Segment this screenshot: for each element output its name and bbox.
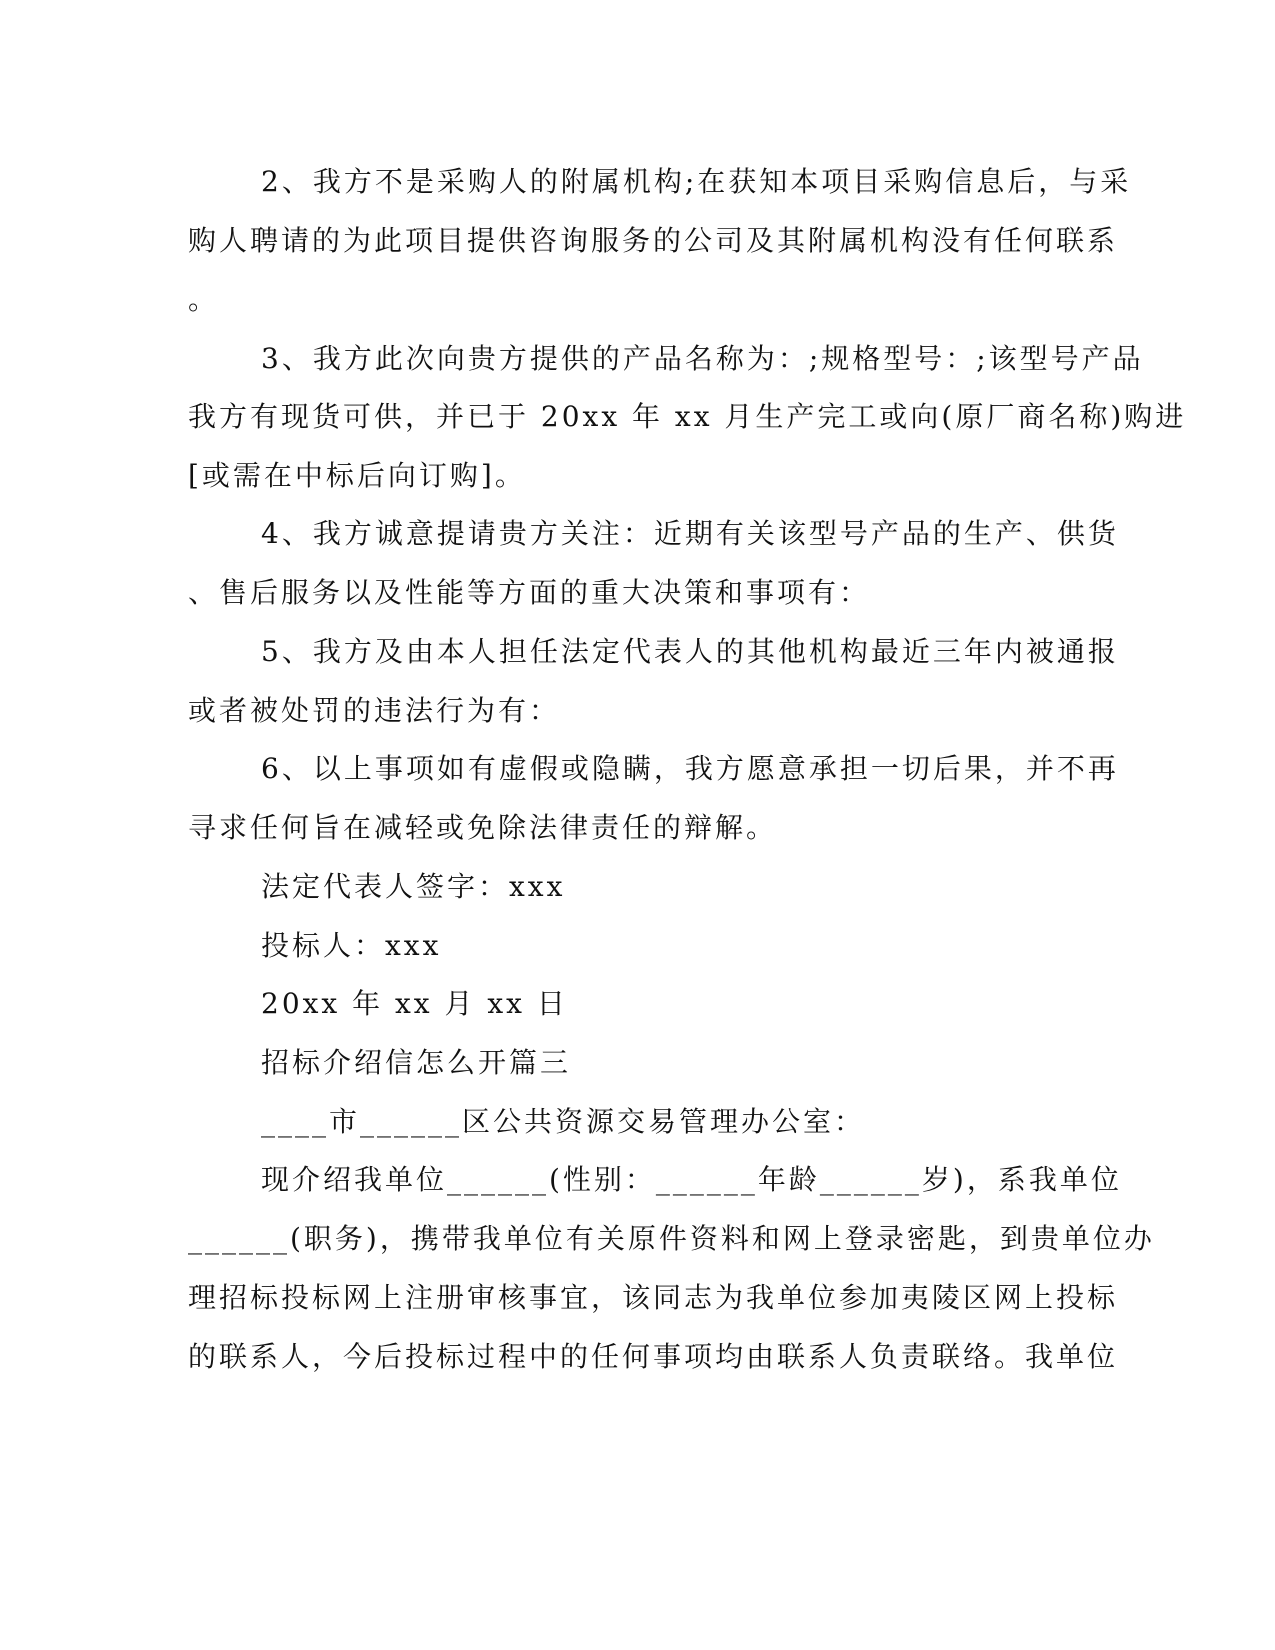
paragraph-2-line-3: 。 <box>188 283 220 316</box>
letter-addressee: ____市______区公共资源交易管理办公室： <box>261 1105 866 1138</box>
letter-body-line-3: 理招标投标网上注册审核事宜，该同志为我单位参加夷陵区网上投标 <box>188 1281 1119 1314</box>
bidder-name: 投标人：xxx <box>261 929 442 962</box>
paragraph-5-line-1: 5、我方及由本人担任法定代表人的其他机构最近三年内被通报 <box>261 635 1119 668</box>
section-heading: 招标介绍信怎么开篇三 <box>261 1046 572 1079</box>
legal-representative-signature: 法定代表人签字：xxx <box>261 870 566 903</box>
letter-body-line-1: 现介绍我单位______(性别：______年龄______岁)，系我单位 <box>261 1163 1122 1196</box>
paragraph-6-line-2: 寻求任何旨在减轻或免除法律责任的辩解。 <box>188 811 778 844</box>
paragraph-4-line-2: 、售后服务以及性能等方面的重大决策和事项有： <box>188 576 871 609</box>
paragraph-3-line-1: 3、我方此次向贵方提供的产品名称为：;规格型号：;该型号产品 <box>261 342 1144 375</box>
signature-date: 20xx 年 xx 月 xx 日 <box>261 987 568 1020</box>
paragraph-2-line-2: 购人聘请的为此项目提供咨询服务的公司及其附属机构没有任何联系 <box>188 224 1119 257</box>
letter-body-line-4: 的联系人，今后投标过程中的任何事项均由联系人负责联络。我单位 <box>188 1340 1119 1373</box>
paragraph-2-line-1: 2、我方不是采购人的附属机构;在获知本项目采购信息后，与采 <box>261 165 1132 198</box>
paragraph-4-line-1: 4、我方诚意提请贵方关注：近期有关该型号产品的生产、供货 <box>261 517 1119 550</box>
paragraph-3-line-3: [或需在中标后向订购]。 <box>188 459 526 492</box>
paragraph-6-line-1: 6、以上事项如有虚假或隐瞒，我方愿意承担一切后果，并不再 <box>261 752 1119 785</box>
paragraph-5-line-2: 或者被处罚的违法行为有： <box>188 694 561 727</box>
paragraph-3-line-2: 我方有现货可供，并已于 20xx 年 xx 月生产完工或向(原厂商名称)购进 <box>188 400 1187 433</box>
letter-body-line-2: ______(职务)，携带我单位有关原件资料和网上登录密匙，到贵单位办 <box>188 1222 1155 1255</box>
